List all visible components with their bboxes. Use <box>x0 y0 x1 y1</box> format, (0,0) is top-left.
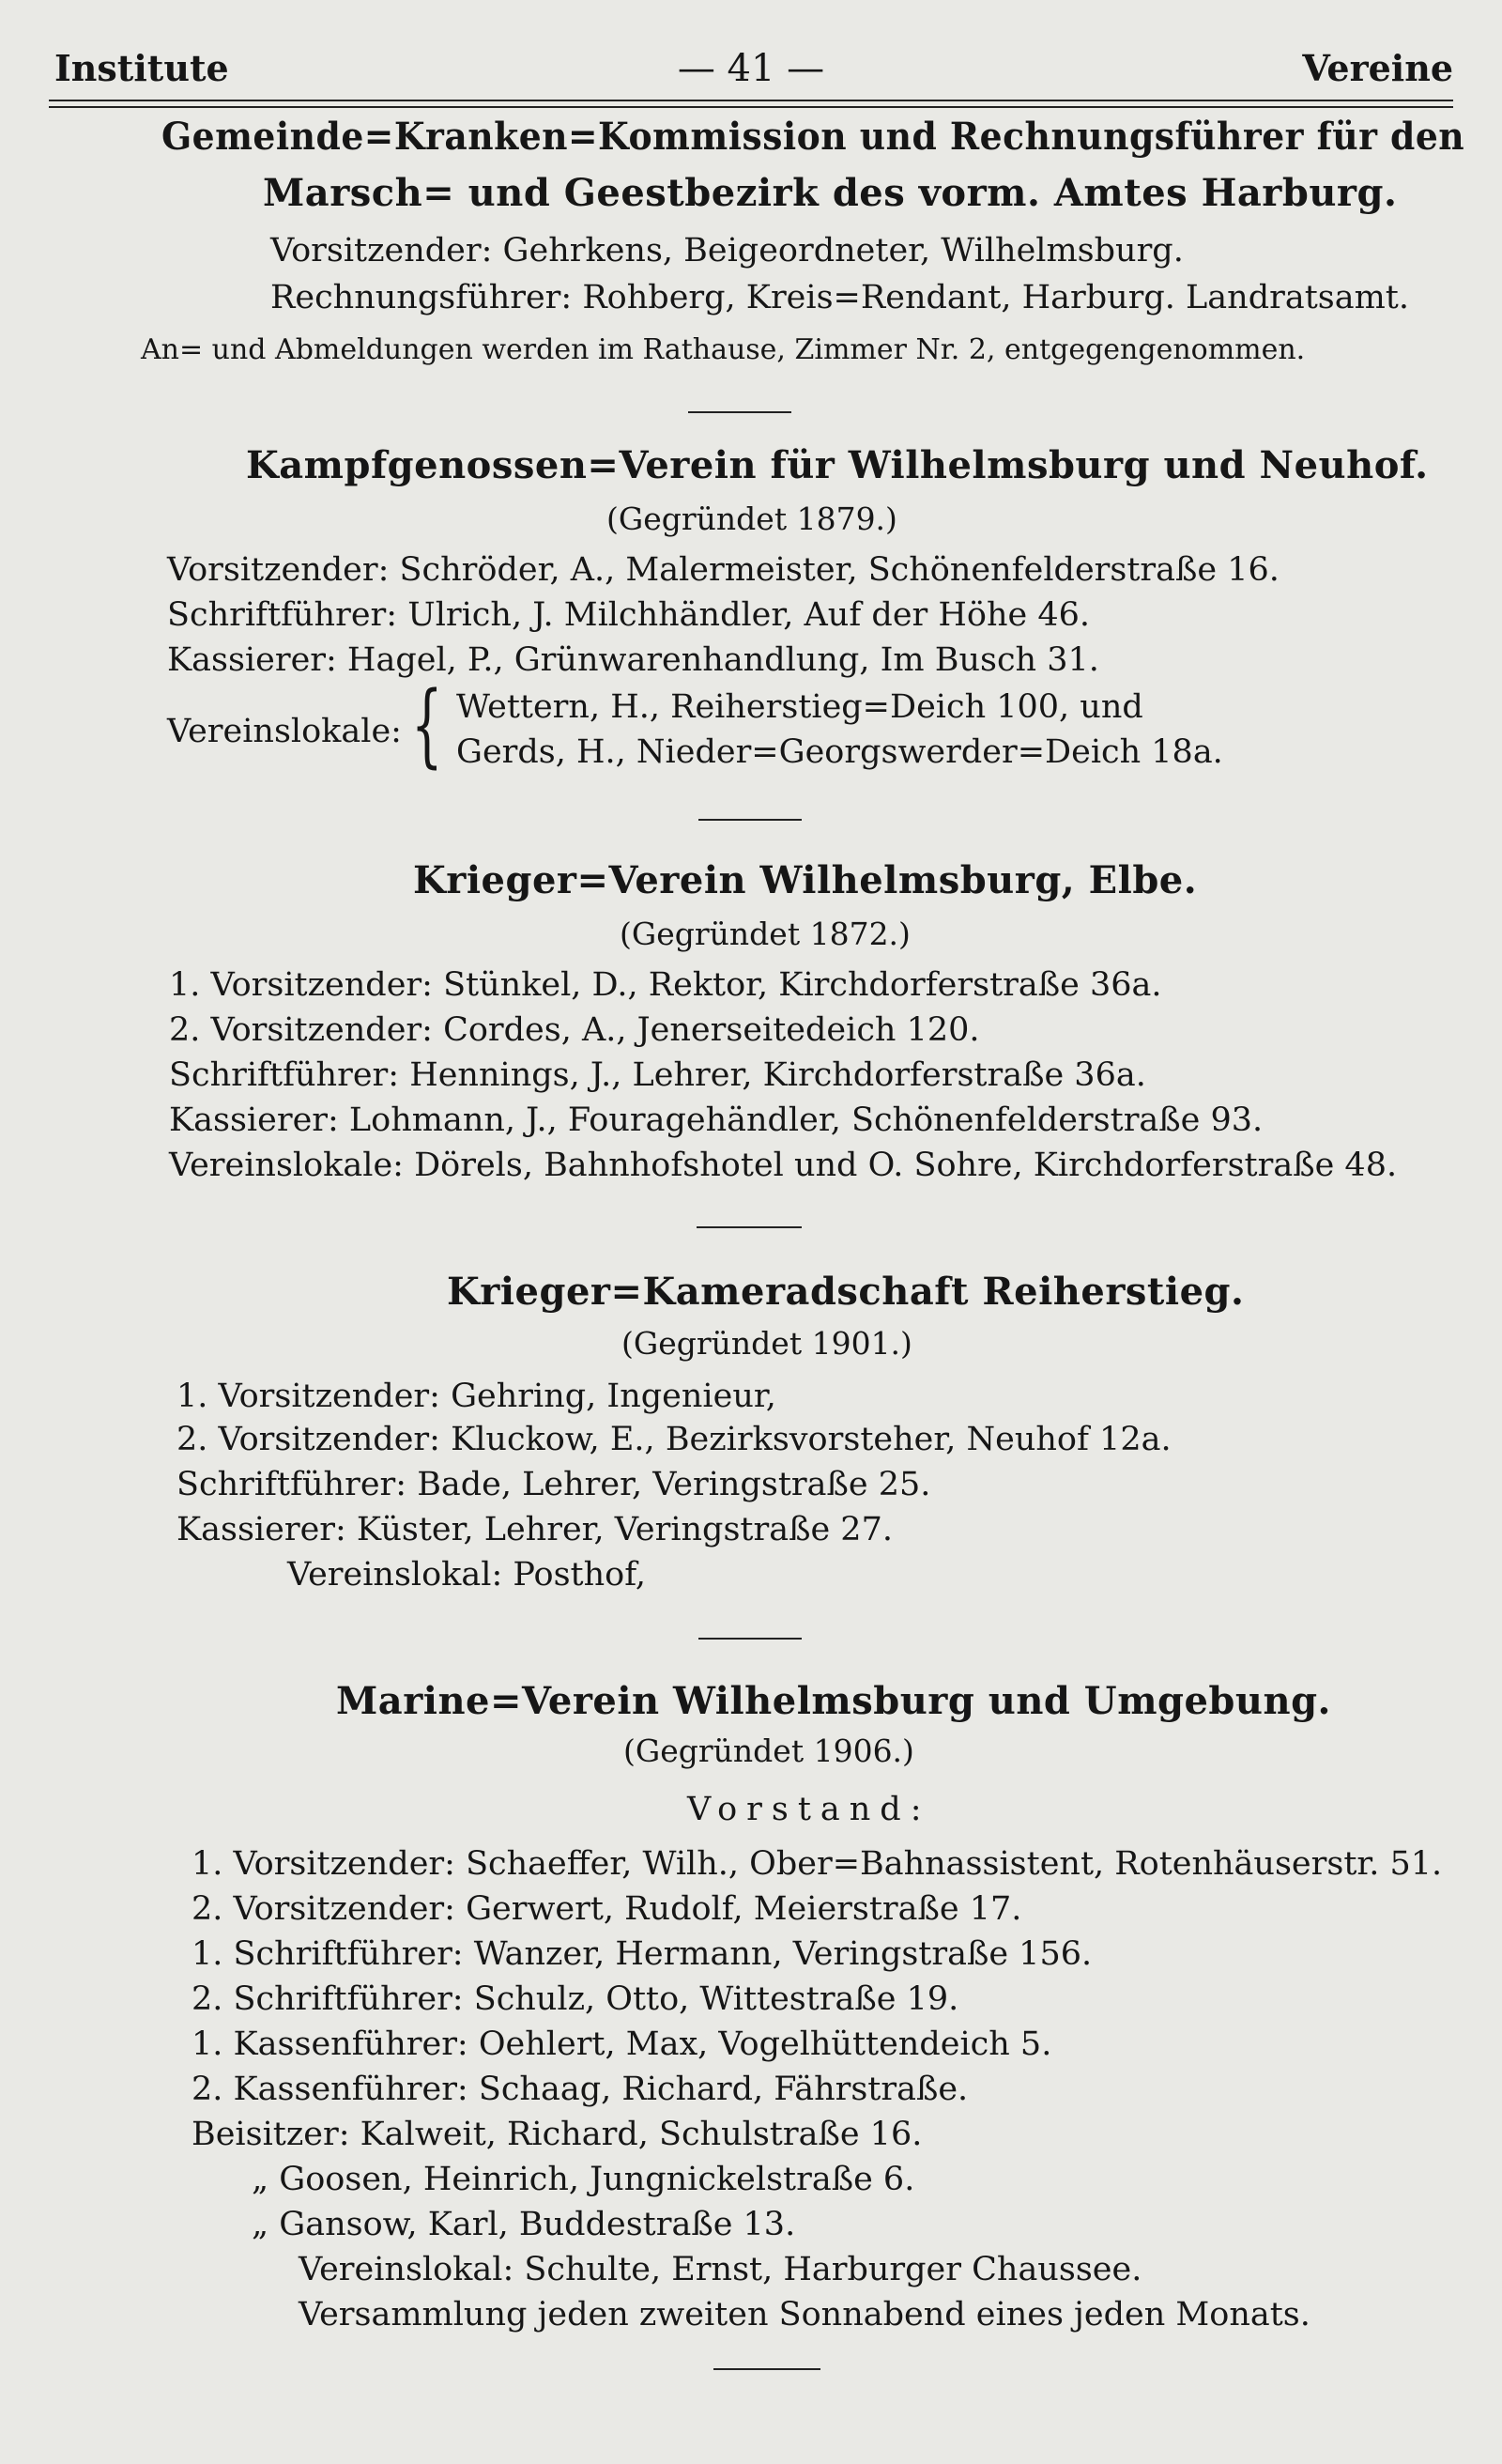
page-number: — 41 — <box>677 47 825 90</box>
section5-vorstand: Vorstand: <box>687 1791 931 1828</box>
section5-line: Beisitzer: Kalweit, Richard, Schulstraße 16. <box>192 2116 923 2153</box>
section2-title: Kampfgenossen=Verein für Wilhelmsburg und Neuhof. <box>246 443 1429 487</box>
section5-line: 2. Schriftführer: Schulz, Otto, Wittestraße 19. <box>192 1980 959 2018</box>
section4-founded: (Gegründet 1901.) <box>621 1325 912 1362</box>
section4-line: Vereinslokal: Posthof, <box>287 1556 647 1594</box>
section5-line: 2. Vorsitzender: Gerwert, Rudolf, Meierstraße 17. <box>192 1890 1022 1928</box>
section5-line: „ Gansow, Karl, Buddestraße 13. <box>252 2206 796 2243</box>
section5-line: Vereinslokal: Schulte, Ernst, Harburger Chaussee. <box>299 2251 1142 2288</box>
section5-title: Marine=Verein Wilhelmsburg und Umgebung. <box>336 1679 1331 1723</box>
section2-lokale-label: Vereinslokale: <box>167 713 402 750</box>
section5-line: „ Goosen, Heinrich, Jungnickelstraße 6. <box>252 2161 915 2198</box>
section4-title: Krieger=Kameradschaft Reiherstieg. <box>447 1270 1245 1314</box>
section3-line: Vereinslokale: Dörels, Bahnhofshotel und O. Sohre, Kirchdorferstraße 48. <box>169 1147 1398 1184</box>
header-left: Institute <box>54 47 229 89</box>
section5-line: Versammlung jeden zweiten Sonnabend eines jeden Monats. <box>299 2296 1310 2333</box>
section2-line: Vorsitzender: Schröder, A., Malermeister, Schönenfelderstraße 16. <box>167 551 1280 589</box>
section5-founded: (Gegründet 1906.) <box>623 1732 914 1769</box>
section3-line: Kassierer: Lohmann, J., Fouragehändler, Schönenfelderstraße 93. <box>169 1101 1264 1139</box>
header-right: Vereine <box>1302 47 1453 89</box>
section3-line: 1. Vorsitzender: Stünkel, D., Rektor, Kirchdorferstraße 36a. <box>169 966 1162 1004</box>
section1-title-line1: Gemeinde=Kranken=Kommission und Rechnungsführer für den <box>161 115 1465 159</box>
section2-line: Schriftführer: Ulrich, J. Milchhändler, Auf der Höhe 46. <box>167 596 1091 634</box>
section4-line: Kassierer: Küster, Lehrer, Veringstraße 27. <box>176 1511 893 1548</box>
section-divider <box>713 2368 820 2370</box>
section2-founded: (Gegründet 1879.) <box>606 500 897 537</box>
header-rule <box>49 100 1453 108</box>
section-divider <box>698 1638 802 1640</box>
section-divider <box>688 411 791 413</box>
section1-line: Vorsitzender: Gehrkens, Beigeordneter, Wilhelmsburg. <box>270 232 1184 270</box>
section-divider <box>697 1226 802 1228</box>
section5-line: 1. Schriftführer: Wanzer, Hermann, Veringstraße 156. <box>192 1935 1093 1973</box>
section1-note: An= und Abmeldungen werden im Rathause, Zimmer Nr. 2, entgegengenommen. <box>141 333 1306 366</box>
brace-icon: { <box>411 672 443 778</box>
section2-line: Kassierer: Hagel, P., Grünwarenhandlung, Im Busch 31. <box>167 641 1099 679</box>
section5-line: 1. Kassenführer: Oehlert, Max, Vogelhüttendeich 5. <box>192 2025 1052 2063</box>
section3-founded: (Gegründet 1872.) <box>620 916 911 952</box>
section2-lokal: Gerds, H., Nieder=Georgswerder=Deich 18a. <box>456 733 1223 771</box>
section1-line: Rechnungsführer: Rohberg, Kreis=Rendant, Harburg. Landratsamt. <box>270 279 1409 316</box>
section4-line: 1. Vorsitzender: Gehring, Ingenieur, <box>176 1378 776 1415</box>
section4-line: 2. Vorsitzender: Kluckow, E., Bezirksvorsteher, Neuhof 12a. <box>176 1421 1172 1458</box>
section2-lokal: Wettern, H., Reiherstieg=Deich 100, und <box>456 688 1143 726</box>
section4-line: Schriftführer: Bade, Lehrer, Veringstraße 25. <box>176 1466 931 1503</box>
section-divider <box>698 819 802 821</box>
section5-line: 2. Kassenführer: Schaag, Richard, Fährstraße. <box>192 2071 969 2108</box>
section5-line: 1. Vorsitzender: Schaeffer, Wilh., Ober=Bahnassistent, Rotenhäuserstr. 51. <box>192 1845 1443 1883</box>
section3-line: 2. Vorsitzender: Cordes, A., Jenerseitedeich 120. <box>169 1011 980 1049</box>
section3-line: Schriftführer: Hennings, J., Lehrer, Kirchdorferstraße 36a. <box>169 1056 1146 1094</box>
section1-title-line2: Marsch= und Geestbezirk des vorm. Amtes Harburg. <box>263 171 1398 215</box>
section3-title: Krieger=Verein Wilhelmsburg, Elbe. <box>413 858 1198 902</box>
